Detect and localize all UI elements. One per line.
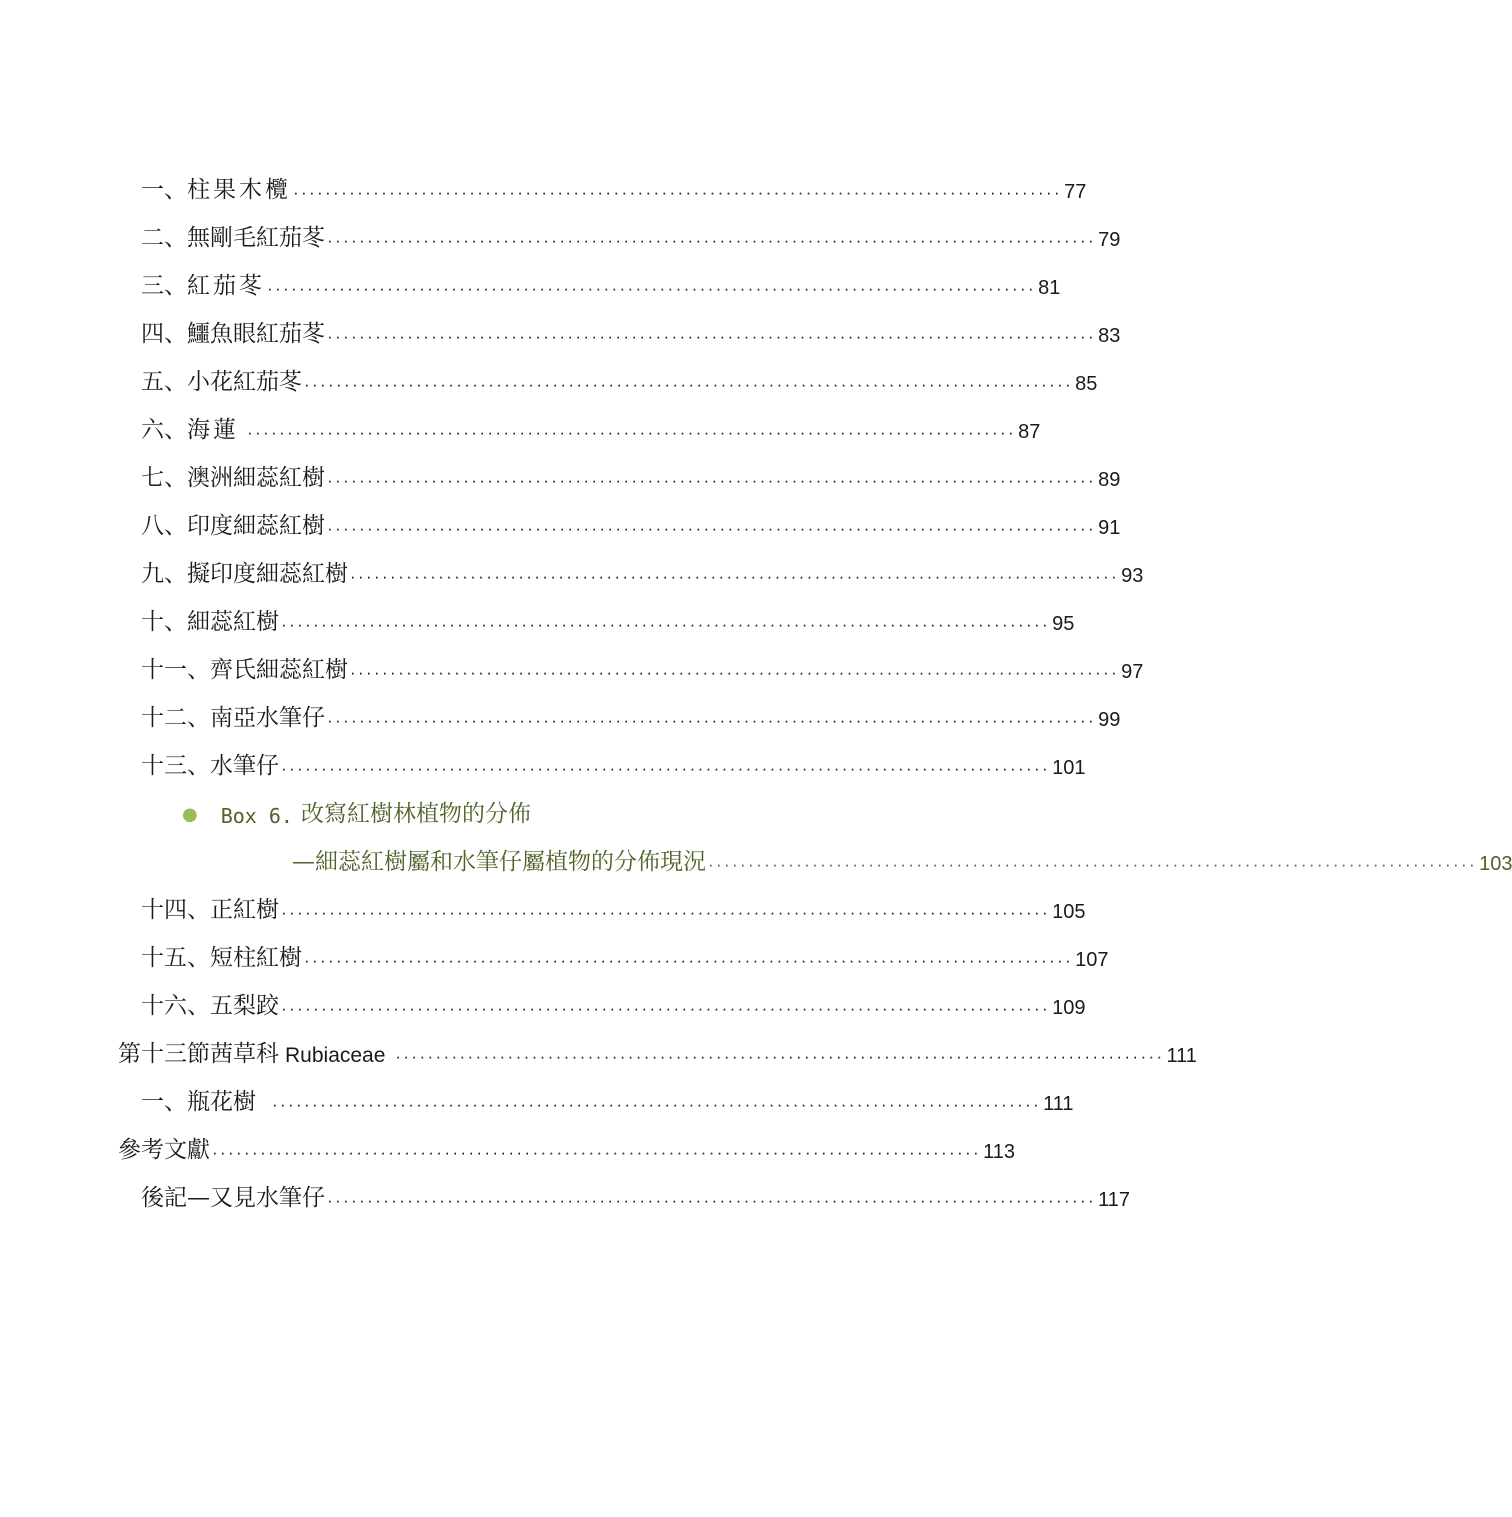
toc-entry-number: 五、	[141, 369, 187, 395]
toc-entry-title: 澳洲細蕊紅樹	[187, 465, 325, 491]
toc-entry-number: 三、	[141, 273, 187, 299]
toc-entry[interactable]	[141, 1084, 1074, 1116]
toc-entry-title: 細蕊紅樹	[187, 609, 279, 635]
toc-entry-title: 短柱紅樹	[210, 945, 302, 971]
toc-entry-number: 二、	[141, 225, 187, 251]
dot-leader: ································································································	[350, 663, 1120, 682]
toc-entry-page: 93	[1121, 565, 1144, 587]
toc-afterword[interactable]	[141, 1180, 1130, 1212]
toc-entry-title: 海蓮	[187, 417, 239, 443]
toc-entry-page: 107	[1075, 949, 1109, 971]
toc-entry-number: 十五、	[141, 945, 210, 971]
section-latin-name: Rubiaceae	[285, 1044, 386, 1067]
dot-leader: ································································································	[708, 855, 1478, 874]
dot-leader: ································································································	[304, 375, 1074, 394]
toc-entry-title: 紅茄苳	[187, 273, 265, 299]
toc-entry[interactable]	[141, 508, 1121, 540]
dot-leader: ································································································	[267, 279, 1037, 298]
toc-entry-number: 十二、	[141, 705, 210, 731]
dot-leader: ································································································	[281, 903, 1051, 922]
toc-entry[interactable]	[141, 556, 1144, 588]
bullet-icon: ●	[182, 804, 198, 825]
toc-entry-page: 99	[1098, 709, 1121, 731]
dot-leader: ································································································	[327, 519, 1097, 538]
afterword-title: 後記—又見水筆仔	[141, 1185, 325, 1211]
toc-entry-number: 十六、	[141, 993, 210, 1019]
box-heading[interactable]	[182, 796, 957, 828]
toc-entry-number: 七、	[141, 465, 187, 491]
toc-entry[interactable]	[141, 988, 1086, 1020]
toc-entry-page: 111	[1043, 1093, 1074, 1115]
toc-entry[interactable]	[141, 316, 1121, 348]
toc-entry-page: 89	[1098, 469, 1121, 491]
toc-entry-title: 南亞水筆仔	[210, 705, 325, 731]
toc-entry-page: 87	[1018, 421, 1041, 443]
box-title: 改寫紅樹林植物的分佈	[300, 801, 531, 827]
toc-entry-page: 97	[1121, 661, 1144, 683]
afterword-page: 117	[1098, 1189, 1130, 1211]
dot-leader: ································································································	[281, 615, 1051, 634]
toc-entry-title: 印度細蕊紅樹	[187, 513, 325, 539]
toc-entry-title: 瓶花樹	[187, 1089, 256, 1115]
toc-entry-title: 正紅樹	[210, 897, 279, 923]
dot-leader: ································································································	[327, 1191, 1097, 1210]
toc-entry-title: 無剛毛紅茄苳	[187, 225, 325, 251]
toc-entry-number: 一、	[141, 1089, 187, 1115]
dot-leader: ································································································	[304, 951, 1074, 970]
toc-entry-title: 柱果木欖	[187, 177, 291, 203]
dot-leader: ································································································	[327, 231, 1097, 250]
toc-entry-number: 十四、	[141, 897, 210, 923]
toc-entry-page: 77	[1064, 181, 1087, 203]
toc-entry-number: 九、	[141, 561, 187, 587]
toc-entry-page: 95	[1052, 613, 1075, 635]
toc-entry[interactable]	[141, 268, 1061, 300]
dot-leader: ································································································	[281, 759, 1051, 778]
toc-entry-number: 一、	[141, 177, 187, 203]
toc-entry-number: 四、	[141, 321, 187, 347]
toc-entry[interactable]	[141, 748, 1086, 780]
toc-entry[interactable]	[141, 220, 1121, 252]
toc-entry-number: 十、	[141, 609, 187, 635]
references-title: 參考文獻	[118, 1137, 210, 1163]
toc-entry-page: 79	[1098, 229, 1121, 251]
toc-references[interactable]	[118, 1132, 1015, 1164]
box-label: Box 6.	[220, 804, 293, 828]
toc-entry[interactable]	[141, 940, 1109, 972]
dot-leader: ································································································	[293, 183, 1063, 202]
toc-entry-number: 六、	[141, 417, 187, 443]
dot-leader: ································································································	[327, 471, 1097, 490]
toc-section[interactable]	[118, 1036, 1197, 1068]
box-subtitle-entry[interactable]	[292, 844, 1512, 876]
toc-entry-title: 擬印度細蕊紅樹	[187, 561, 348, 587]
toc-entry-number: 十一、	[141, 657, 210, 683]
toc-entry-page: 81	[1038, 277, 1061, 299]
toc-entry[interactable]	[141, 700, 1121, 732]
toc-entry[interactable]	[141, 604, 1075, 636]
dot-leader: ································································································	[327, 327, 1097, 346]
toc-entry-title: 鱷魚眼紅茄苳	[187, 321, 325, 347]
toc-entry-page: 109	[1052, 997, 1086, 1019]
toc-entry[interactable]	[141, 892, 1086, 924]
toc-entry[interactable]	[141, 172, 1087, 204]
toc-entry-title: 齊氏細蕊紅樹	[210, 657, 348, 683]
toc-entry-page: 101	[1052, 757, 1086, 779]
dot-leader: ································································································	[327, 711, 1097, 730]
toc-entry-page: 83	[1098, 325, 1121, 347]
references-page: 113	[983, 1141, 1015, 1163]
toc-entry-page: 85	[1075, 373, 1098, 395]
toc-entry[interactable]	[141, 460, 1121, 492]
toc-entry-title: 水筆仔	[210, 753, 279, 779]
toc-entry[interactable]	[141, 364, 1098, 396]
dot-leader: ································································································	[272, 1095, 1042, 1114]
dot-leader: ································································································	[212, 1143, 982, 1162]
box-page: 103	[1479, 853, 1512, 875]
section-title: 茜草科	[210, 1041, 279, 1067]
toc-entry[interactable]	[141, 412, 1041, 444]
dot-leader: ································································································	[247, 423, 1017, 442]
toc-entry-number: 八、	[141, 513, 187, 539]
toc-entry-title: 五梨跤	[210, 993, 279, 1019]
toc-entry-title: 小花紅茄苳	[187, 369, 302, 395]
section-number: 第十三節	[118, 1041, 210, 1067]
toc-entry-page: 91	[1098, 517, 1121, 539]
dot-leader: ································································································	[395, 1047, 1165, 1066]
toc-entry[interactable]	[141, 652, 1144, 684]
toc-entry-page: 105	[1052, 901, 1086, 923]
dot-leader: ································································································	[281, 999, 1051, 1018]
box-subtitle: —細蕊紅樹屬和水筆仔屬植物的分佈現況	[292, 849, 706, 875]
toc-entry-number: 十三、	[141, 753, 210, 779]
dot-leader: ································································································	[350, 567, 1120, 586]
section-page: 111	[1166, 1045, 1197, 1067]
